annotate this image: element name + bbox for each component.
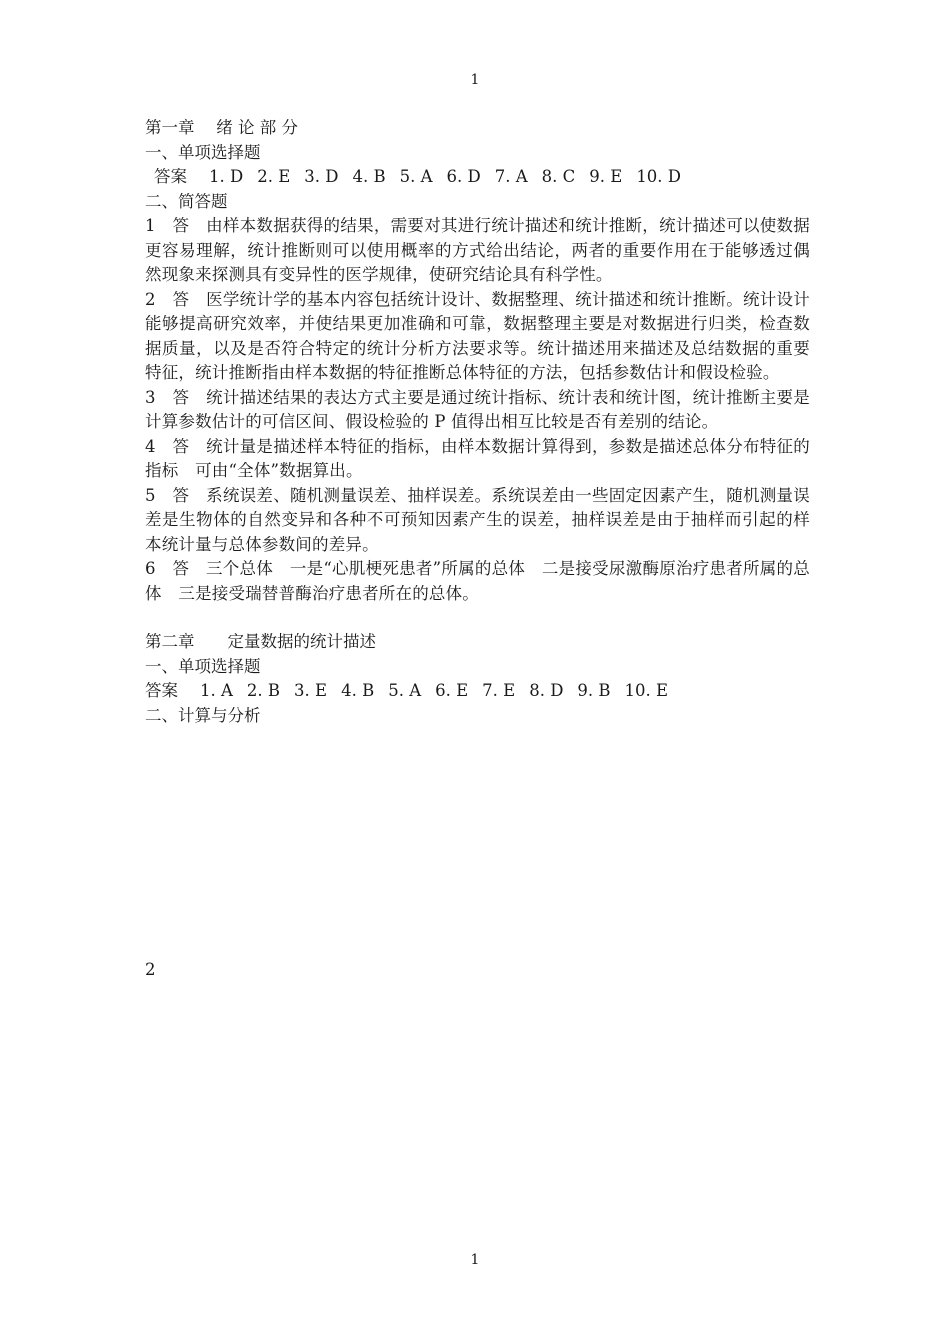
chapter2-section2-heading: 二、计算与分析 (145, 705, 261, 725)
answer-item: 6. E (435, 681, 469, 700)
chapter2-answers (145, 679, 810, 704)
chapter2-title: 第二章 定量数据的统计描述 (145, 632, 376, 651)
document-body (145, 116, 810, 728)
answer-item: 3. D (304, 167, 339, 186)
qa-paragraph: 4 答 统计量是描述样本特征的指标，由样本数据计算得到，参数是描述总体分布特征的指标 可由“全体”数据算出。 (145, 436, 810, 480)
chapter1-section2-heading: 二、简答题 (145, 191, 228, 211)
answer-item: 5. A (399, 167, 433, 186)
answer-item: 6. D (446, 167, 481, 186)
answer-item: 8. D (529, 681, 564, 700)
qa-paragraph: 6 答 三个总体 一是“心肌梗死患者”所属的总体 二是接受尿激酶原治疗患者所属的总体 三是接受瑞替普酶治疗患者所在的总体。 (145, 559, 810, 603)
chapter1-section1-heading: 一、单项选择题 (145, 142, 261, 162)
answer-item: 2. B (246, 681, 281, 700)
qa-paragraph: 5 答 系统误差、随机测量误差、抽样误差。系统误差由一些固定因素产生，随机测量误差是生物体的自然变异和各种不可预知因素产生的误差，抽样误差是由于抽样而引起的样本统计量与总体参数间的差异。 (145, 485, 810, 554)
answer-item: 7. E (482, 681, 516, 700)
answer-item: 9. B (577, 681, 611, 700)
answer-item: 8. C (541, 167, 576, 186)
section-gap (145, 606, 810, 630)
qa-paragraph: 3 答 统计描述结果的表达方式主要是通过统计指标、统计表和统计图，统计推断主要是计算参数估计的可信区间、假设检验的 P 值得出相互比较是否有差别的结论。 (145, 387, 810, 431)
answer-item: 4. B (352, 167, 386, 186)
page-number-bottom: 1 (470, 1252, 480, 1268)
answer-item: 3. E (294, 681, 328, 700)
qa-paragraph: 2 答 医学统计学的基本内容包括统计设计、数据整理、统计描述和统计推断。统计设计能够提高研究效率，并使结果更加准确和可靠，数据整理主要是对数据进行归类，检查数据质量，以及是否符合特定的统计分析方法要求等。统计描述用来描述及总结数据的重要特征，统计推断指由样本数据的特征推断总体特征的方法，包括参数估计和假设检验。 (145, 289, 810, 382)
answer-item: 2. E (257, 167, 291, 186)
page-number-top: 1 (470, 72, 480, 88)
answer-label: 答案 (145, 681, 178, 700)
answer-item: 5. A (388, 681, 422, 700)
answer-item: 10. E (624, 681, 669, 700)
chapter1-answers (145, 165, 810, 190)
chapter2-section1-heading: 一、单项选择题 (145, 656, 261, 676)
question-number: 2 (145, 960, 156, 979)
answer-label: 答案 (154, 167, 187, 186)
answer-item: 10. D (636, 167, 682, 186)
answer-item: 1. A (200, 681, 233, 700)
answer-item: 4. B (341, 681, 375, 700)
answer-item: 9. E (589, 167, 623, 186)
qa-paragraph: 1 答 由样本数据获得的结果，需要对其进行统计描述和统计推断，统计描述可以使数据更容易理解，统计推断则可以使用概率的方式给出结论，两者的重要作用在于能够透过偶然现象来探测具有变异性的医学规律，使研究结论具有科学性。 (145, 216, 810, 284)
answer-item: 1. D (209, 167, 244, 186)
answer-item: 7. A (494, 167, 528, 186)
chapter1-title: 第一章 绪 论 部 分 (145, 118, 298, 137)
